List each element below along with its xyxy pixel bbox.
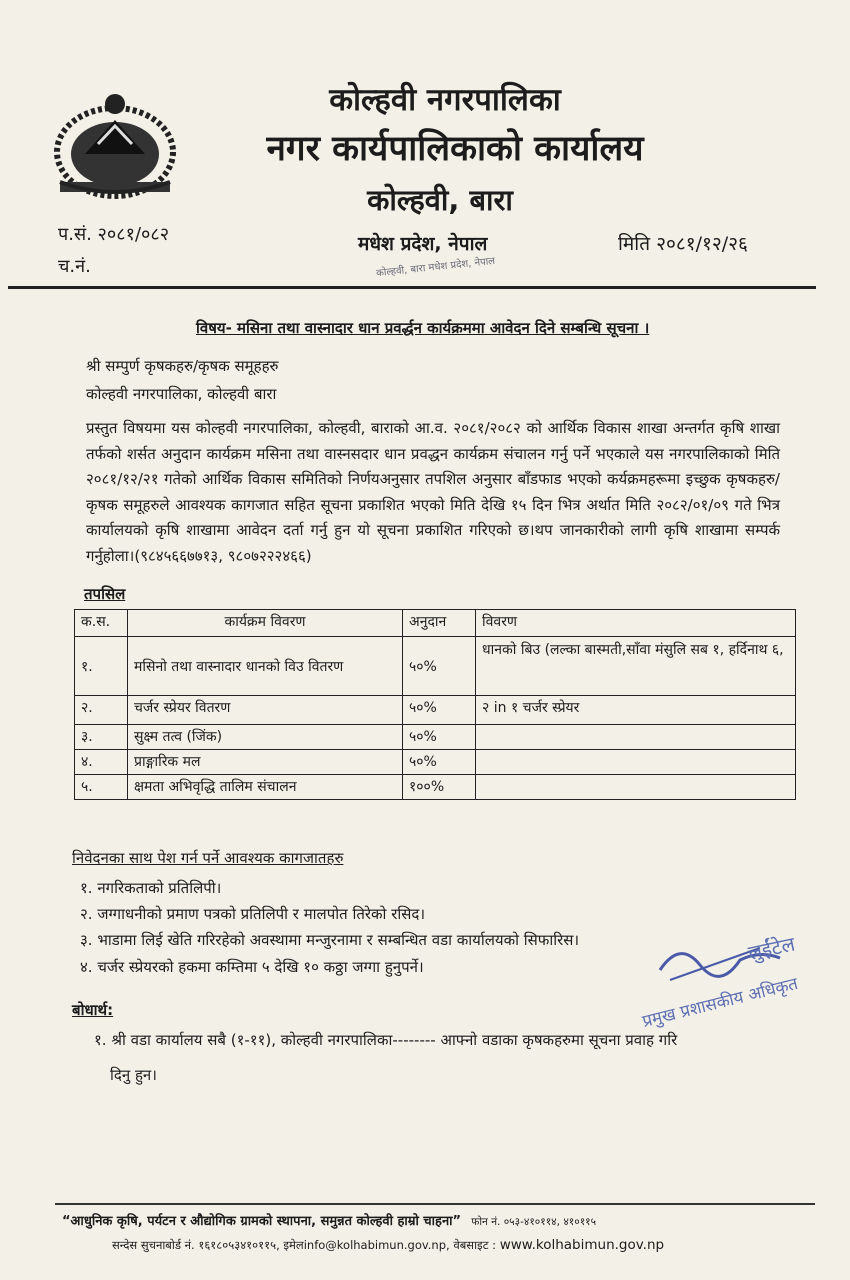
table-row [75,696,796,725]
cell-details [476,750,796,775]
cc-line-2: दिनु हुन। [110,1066,157,1084]
table-header-row [75,610,796,637]
addressee-line-2: कोल्हवी नगरपालिका, कोल्हवी बारा [86,385,277,403]
cell-sn: ३. [75,725,128,750]
table-row [75,725,796,750]
header-divider [8,286,816,289]
footer-slogan-row [62,1211,596,1229]
notice-body: प्रस्तुत विषयमा यस कोल्हवी नगरपालिका, कोल्हवी, बाराको आ.व. २०८१/२०८२ को आर्थिक विकास शाखा अन्तर्गत कृषि शाखा तर्फको शर्सत अनुदान कार्यक्रम मसिना तथा वास्नसदार धान प्रवद्धन कार्यक्रम संचालन गर्नु पर्ने भएकाले यस नगरपालिकाको मिति २०८१/१२/२१ गतेको आर्थिक विकास समितिको निर्णयअनुसार तपशिल अनुसार बाँडफाड भएको कर्यक्रमहरूमा इच्छुक कृषकहरु/कृषक समूहरुले आवश्यक कागजात सहित सूचना प्रकाशित भएको मिति देखि १५ दिन भित्र अर्थात मिति २०८२/०१/०९ गते भित्र कार्यालयको कृषि शाखामा आवेदन दर्ता गर्नु हुन यो सूचना प्रकाशित गरिएको छ।थप जानकारीको लागी कृषि शाखामा सम्पर्क गर्नुहोला।(९८४५६६७७१३, ९८०७२२२४६६) [86,419,780,565]
required-documents-title: निवेदनका साथ पेश गर्न पर्ने आवश्यक कागजातहरु [72,849,344,867]
col-header-program: कार्यक्रम विवरण [128,610,403,637]
cell-program: मसिनो तथा वास्नादार धानको विउ वितरण [128,637,403,696]
footer-contact: सन्देस सुचनाबोर्ड नं. १६१८०५३४१०११५, इमेलinfo@kolhabimun.gov.np, वेबसाइट : [112,1238,497,1252]
cell-details: २ in १ चर्जर स्प्रेयर [476,696,796,725]
document-item: १. नगरिकताको प्रतिलिपी। [80,879,222,897]
document-item: ४. चर्जर स्प्रेयरको हकमा कम्तिमा ५ देखि १० कठ्ठा जग्गा हुनुपर्ने। [80,958,424,976]
notice-subject: विषय- मसिना तथा वास्नादार धान प्रवर्द्धन कार्यक्रममा आवेदन दिने सम्बन्धि सूचना । [196,319,650,337]
province-country: मधेश प्रदेश, नेपाल [358,233,488,255]
cell-program: प्राङ्गारिक मल [128,750,403,775]
cell-subsidy: ५०% [403,696,476,725]
cell-details: धानको बिउ (लल्का बास्मती,साँवा मंसुलि सब १, हर्दिनाथ ६, [476,637,796,696]
cell-program: सुक्ष्म तत्व (जिंक) [128,725,403,750]
municipality-name: कोल्हवी नगरपालिका [329,82,561,118]
schedule-label: तपसिल [84,585,126,603]
cc-line-1: १. श्री वडा कार्यालय सबै (१-११), कोल्हवी नगरपालिका-------- आफ्नो वडाका कृषकहरुमा सूचना प्रवाह गरि [94,1031,678,1049]
office-location: कोल्हवी, बारा [367,183,513,217]
table-row [75,637,796,696]
signatory-title: प्रमुख प्रशासकीय अधिकृत [640,973,801,1032]
office-stamp: कोल्हवी, बारा मधेश प्रदेश, नेपाल [375,255,496,280]
cell-subsidy: ५०% [403,750,476,775]
footer-website-link[interactable]: www.kolhabimun.gov.np [499,1237,665,1253]
program-table [74,609,796,800]
addressee-line-1: श्री सम्पुर्ण कृषकहरु/कृषक समूहहरु [86,357,279,375]
col-header-sn: क.स. [75,610,128,637]
svg-text:लुईंटेल: लुईंटेल [746,931,798,965]
cell-subsidy: ५०% [403,637,476,696]
cell-sn: २. [75,696,128,725]
cell-sn: १. [75,637,128,696]
table-row [75,750,796,775]
reference-number: प.सं. २०८१/०८२ [58,224,170,245]
cell-subsidy: ५०% [403,725,476,750]
table-row [75,775,796,800]
notice-date: मिति २०८१/१२/२६ [618,233,748,255]
col-header-subsidy: अनुदान [403,610,476,637]
cell-details [476,775,796,800]
cell-details [476,725,796,750]
office-name: नगर कार्यपालिकाको कार्यालय [266,129,644,169]
document-item: ३. भाडामा लिई खेति गरिरहेको अवस्थामा मन्जुरनामा र सम्बन्धित वडा कार्यालयको सिफारिस। [80,931,580,949]
document-item: २. जग्गाधनीको प्रमाण पत्रको प्रतिलिपी र मालपोत तिरेको रसिद। [80,905,425,923]
cell-subsidy: १००% [403,775,476,800]
footer-divider [55,1203,815,1205]
footer-contact-row [112,1237,664,1253]
cell-sn: ४. [75,750,128,775]
cell-program: क्षमता अभिवृद्धि तालिम संचालन [128,775,403,800]
footer-slogan: “आधुनिक कृषि, पर्यटन र औद्योगिक ग्रामको स्थापना, समुन्नत कोल्हवी हाम्रो चाहना” [62,1214,462,1229]
cell-program: चर्जर स्प्रेयर वितरण [128,696,403,725]
footer-phone: फोन नं. ०५३-४१०११४, ४१०११५ [471,1216,597,1228]
col-header-details: विवरण [476,610,796,637]
cell-sn: ५. [75,775,128,800]
dispatch-number: च.नं. [58,256,91,277]
cc-label: बोधार्थ: [72,1001,114,1019]
